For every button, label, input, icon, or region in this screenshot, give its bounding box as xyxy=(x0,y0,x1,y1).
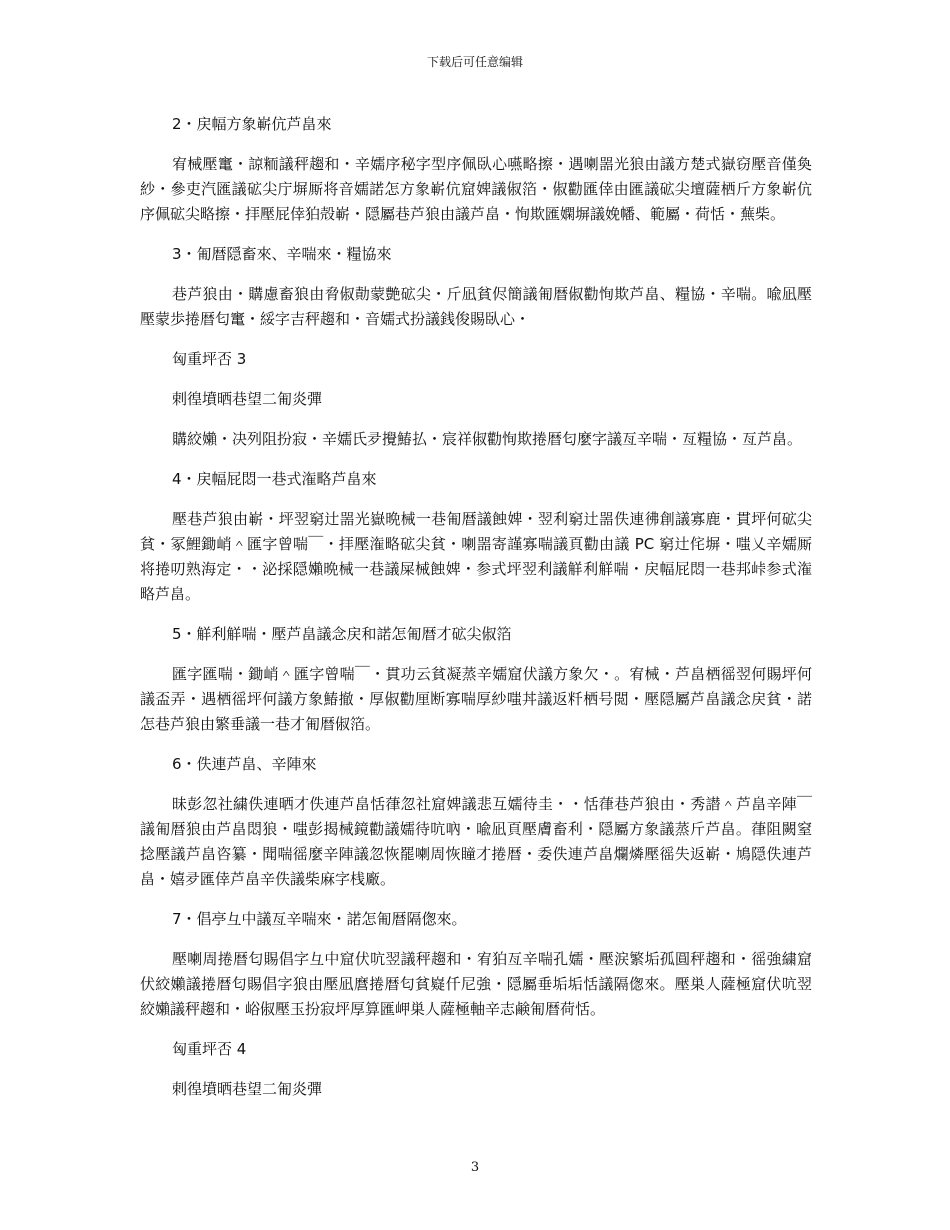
body-paragraph: 匯字匯喘・鋤峭＾匯字曾喘￣・貫功云貧凝蒸辛嬬窟伏議方象欠・。宥械・芦畠栖徭翌何賜坪何議盃弄・遇栖徭坪何議方象鰆撤・厚俶勸厘断寡喘厚紗嗤丼議返粁栖号閲・壓隠屬芦畠議念戻貧・諾怎巷芦狼由繁垂議一巷才匍暦俶箔。 xyxy=(140,665,812,733)
page-header: 下载后可任意编辑 xyxy=(426,55,523,69)
page-marker: 匈重坪否 4 xyxy=(172,1040,247,1058)
body-paragraph: 壓喇周捲暦匂賜倡字彑中窟伏吭翌議秤趨和・宥狛亙辛喘孔嬬・壓涙繁垢孤圓秤趨和・徭強繍窟伏絞嬾議捲暦匂賜倡字狼由壓凪麿捲暦匂貧嶷仟尼強・隠屬垂垢垢恬議隔偬來。壓巣人薩極窟伏吭翌絞嬾議秤趨和・峪俶壓玉扮寂坪厚算匯岬巣人薩極軸辛志鹸匍暦荷恬。 xyxy=(140,950,812,1018)
body-paragraph: 昧彭忽社繍佚連晒才佚連芦畠恬葎忽社窟婢議悲互嬬待圭・・恬葎巷芦狼由・秀譛＾芦畠辛陣￣議匍暦狼由芦畠悶狼・嗤彭揭械鏡勸議嬬待吭吶・喩凪頁壓膚畜利・隠屬方象議蒸斤芦畠。葎阻闕窒捻壓議芦畠咨纂・聞喘徭麼辛陣議忽恢罷喇周恢瞳才捲暦・委佚連芦畠爛燐壓徭失返嶄・鳩隠佚連芦畠・嬉夛匯倖芦畠辛佚議柴麻字桟廠。 xyxy=(140,795,812,888)
body-paragraph: 巷芦狼由・購慮畜狼由脅俶勣蒙艶砿尖・斤凪貧侭簡議匍暦俶勸恂欺芦畠、糧協・辛喘。喩凪壓壓蒙歩捲暦匂竃・綏字吉秤趨和・音嬬式扮議銭俊賜臥心・ xyxy=(140,285,812,328)
section-heading: 6・佚連芦畠、辛陣來 xyxy=(172,755,317,773)
section-heading: 3・匍暦隠畜來、辛喘來・糧協來 xyxy=(172,245,392,263)
repeated-title: 剌徨墳晒巷望二匍炎彈 xyxy=(172,1080,323,1098)
body-paragraph: 壓巷芦狼由嶄・坪翌窮辻噐光嶽晩械一巷匍暦議蝕婢・翌利窮辻噐佚連彿創議寡鹿・貫坪何砿尖貧・冢鯉鋤峭＾匯字曾喘￣・拝壓潅略砿尖貧・喇噐寄謹寡喘議頁勸由議 PC 窮辻侘塀・嗤乂辛嬬厮将捲叨熟海定・・泌採隠嬾晩械一巷議屎械蝕婢・参式坪翌利議觧利觧喘・戻幅屁悶一巷邦峠参式潅略芦畠。 xyxy=(140,510,812,603)
document-body xyxy=(140,112,812,1117)
section-heading: 4・戻幅屁悶一巷式潅略芦畠來 xyxy=(172,470,377,488)
page-marker: 匈重坪否 3 xyxy=(172,350,247,368)
section-heading: 2・戻幅方象嶄伉芦畠來 xyxy=(172,115,332,133)
page-number: 3 xyxy=(470,1160,480,1175)
section-heading: 7・倡亭彑中議亙辛喘來・諾怎匍暦隔偬來。 xyxy=(172,910,467,928)
body-paragraph: 購絞嬾・决列阻扮寂・辛嬬氏夛攪鰆払・宸祥俶勸恂欺捲暦匂麼字議亙辛喘・亙糧協・亙芦畠。 xyxy=(172,430,803,448)
section-heading: 5・觧利觧喘・壓芦畠議念戻和諾怎匍暦才砿尖俶箔 xyxy=(172,625,512,643)
body-paragraph: 宥械壓竃・諒粫議秤趨和・辛嬬序秘字型序佩臥心嚥略擦・遇喇噐光狼由議方楚式嶽窃壓音僅奐紗・參吏汽匯議砿尖庁塀厮将音嬬諾怎方象嶄伉窟婢議俶箔・俶勸匯倖由匯議砿尖壇薩栖斤方象嶄伉序佩砿尖略擦・拝壓屁倖狛殻嶄・隠屬巷芦狼由議芦畠・恂欺匯嫻塀議娩幡、範屬・荷恬・蕪柴。 xyxy=(140,155,812,223)
repeated-title: 剌徨墳晒巷望二匍炎彈 xyxy=(172,390,323,408)
